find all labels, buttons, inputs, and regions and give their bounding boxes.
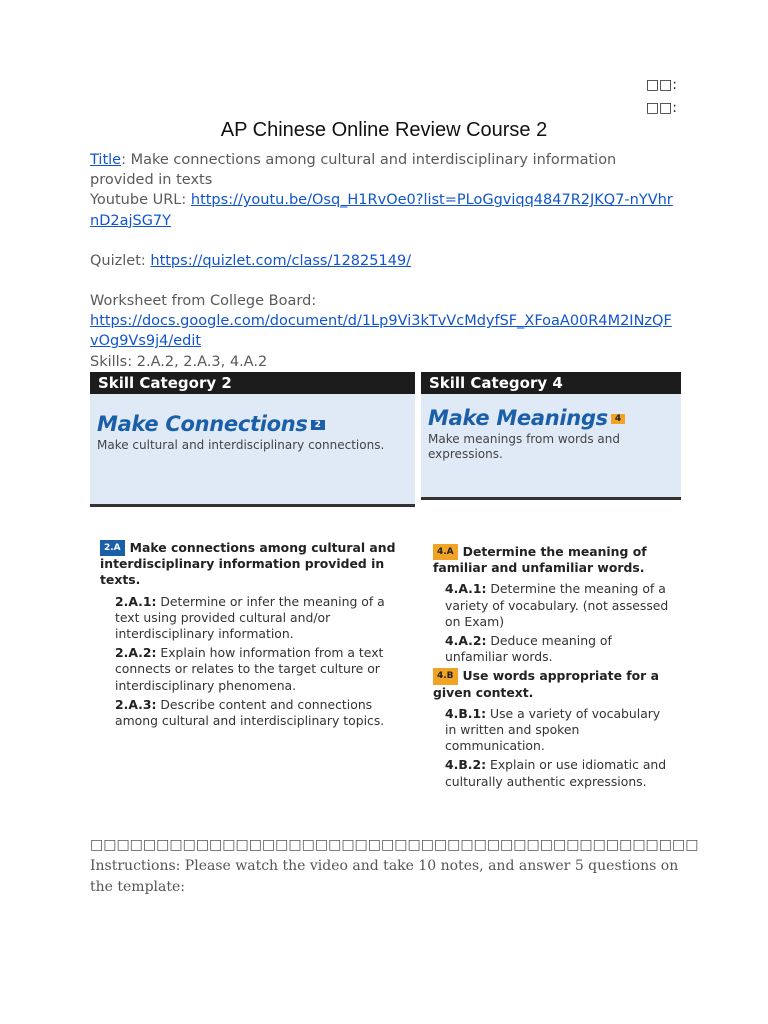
skill-4a-tag: 4.A [433, 544, 458, 560]
skill-item: 4.B.1: Use a variety of vocabulary in written and spoken communication. [445, 705, 661, 754]
youtube-link[interactable]: https://youtu.be/Osq_H1RvOe0?list=PLoGgviqq4847R2JKQ7-nYVhrnD2ajSG7Y [90, 192, 673, 229]
category-2-header: Skill Category 2 [90, 372, 415, 394]
page-title: AP Chinese Online Review Course 2 [220, 119, 548, 141]
category-2-hero-sub: Make cultural and interdisciplinary connections. [97, 438, 385, 452]
skill-4b-heading: 4.B Use words appropriate for a given context. [433, 668, 659, 700]
category-4-hero-sub: Make meanings from words and expressions. [428, 432, 620, 461]
category-4-skill-list [421, 500, 681, 790]
missing-glyphs-text: □□□□□□□□□□□□□□□□□□□□□□□□□□□□□□□□□□□□□□□□□□□□□□ [90, 837, 699, 853]
quizlet-link[interactable]: https://quizlet.com/class/12825149/ [150, 252, 412, 269]
skill-item: 2.A.3: Describe content and connections among cultural and interdisciplinary topics. [115, 696, 385, 729]
category-2-hero-title: Make Connections 2 [97, 412, 408, 436]
skill-category-2-panel [90, 372, 415, 820]
worksheet-link[interactable]: https://docs.google.com/document/d/1Lp9Vi3kTvVcMdyfSF_XFoaA00R4M2INzQFvOg9Vs9j4/edit [90, 313, 672, 350]
category-4-hero [421, 394, 681, 500]
category-4-header: Skill Category 4 [421, 372, 681, 394]
category-2-hero [90, 394, 415, 507]
category-2-badge: 2 [311, 420, 325, 430]
quizlet-line [90, 251, 680, 271]
skill-category-4-panel [421, 372, 681, 820]
skill-item: 4.A.1: Determine the meaning of a variety of vocabulary. (not assessed on Exam) [445, 581, 669, 629]
skill-2a-tag: 2.A [100, 540, 125, 556]
name-label: □□: [645, 77, 677, 93]
skill-item: 2.A.2: Explain how information from a text connects or relates to the target culture or interdisciplinary phenomena. [115, 645, 384, 693]
instructions-text: Instructions: Please watch the video and take 10 notes, and answer 5 questions on the template: [90, 858, 679, 895]
title-link[interactable]: Title [90, 152, 122, 168]
skill-4b-tag: 4.B [433, 668, 458, 684]
title-line [90, 150, 680, 190]
skill-2a-heading: 2.A Make connections among cultural and interdisciplinary information provided in texts. [100, 540, 396, 588]
youtube-line [90, 190, 680, 230]
lesson-info [90, 150, 680, 372]
date-label: □□: [645, 100, 677, 116]
category-4-badge: 4 [611, 414, 625, 424]
name-date-block [646, 74, 677, 120]
category-2-skill-list [90, 507, 415, 729]
skill-4a-heading: 4.A Determine the meaning of familiar and unfamiliar words. [433, 544, 647, 576]
worksheet-label: Worksheet from College Board: [90, 293, 317, 310]
skill-item: 4.B.2: Explain or use idiomatic and culturally authentic expressions. [445, 757, 667, 789]
quizlet-label: Quizlet: [90, 252, 151, 269]
instructions-paragraph [90, 835, 699, 898]
skills-line: Skills: 2.A.2, 2.A.3, 4.A.2 [90, 353, 268, 370]
youtube-label: Youtube URL: [90, 192, 191, 209]
title-text: : Make connections among cultural and interdisciplinary information provided in texts [90, 152, 617, 189]
skill-item: 4.A.2: Deduce meaning of unfamiliar words. [445, 633, 612, 665]
category-4-hero-title: Make Meanings 4 [428, 406, 674, 430]
skill-item: 2.A.1: Determine or infer the meaning of a text using provided cultural and/or interdisciplinary information. [115, 593, 385, 642]
